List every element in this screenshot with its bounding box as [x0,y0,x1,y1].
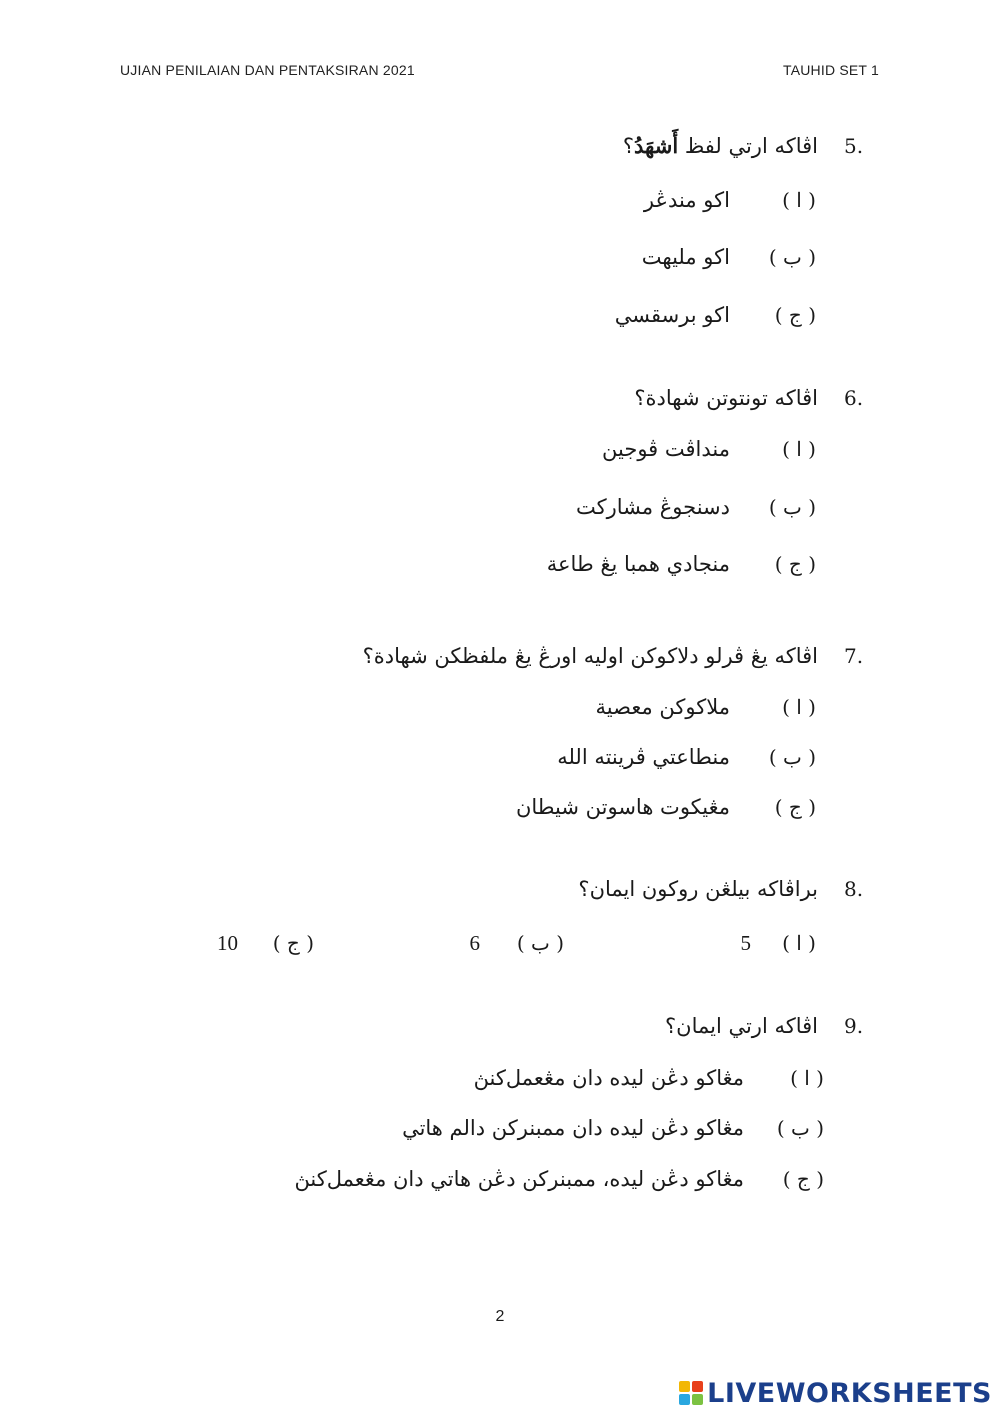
option-label: ( ا ) [782,188,816,212]
question-8-option-b[interactable] [454,925,564,961]
question-6-option-a[interactable] [0,431,1000,467]
question-8-options-row [0,925,1000,961]
option-text: مڠاكو دڠن ليده دان ممبنركن دالم هاتي [402,1116,744,1140]
question-6 [0,380,1000,416]
question-text [623,128,818,164]
option-label: ( ج ) [774,303,816,327]
question-8-option-c[interactable] [204,925,314,961]
question-text: اڤاكه يڠ ڤرلو دلاكوكن اوليه اورڠ يڠ ملفظكن شهادة؟ [362,644,818,668]
option-text: 10 [217,931,238,955]
option-label: ( ج ) [272,931,314,955]
question-5 [0,128,1000,164]
logo-tile [692,1381,703,1392]
logo-tile [679,1381,690,1392]
question-5-option-c[interactable] [0,297,1000,333]
option-label: ( ب ) [768,245,816,269]
question-9 [0,1008,1000,1044]
question-5-option-b[interactable] [0,239,1000,275]
liveworksheets-logo-icon [679,1381,703,1405]
liveworksheets-brand[interactable] [679,1376,992,1410]
question-text-arabic-term: أَشهَدُ [634,133,679,158]
question-number: 9. [844,1014,864,1038]
question-5-option-a[interactable] [0,182,1000,218]
question-number: 5. [844,134,864,158]
logo-tile [679,1394,690,1405]
question-text-suffix: ؟ [622,134,635,158]
option-label: ( ا ) [782,437,816,461]
question-6-option-c[interactable] [0,546,1000,582]
option-label: ( ج ) [774,552,816,576]
option-text: ملاكوكن معصية [595,695,730,719]
option-label: ( ا ) [790,1066,824,1090]
question-6-option-b[interactable] [0,489,1000,525]
option-text: منجادي همبا يڠ طاعة [546,552,730,576]
question-7 [0,638,1000,674]
logo-tile [692,1394,703,1405]
question-text: اڤاكه ارتي ايمان؟ [665,1014,818,1038]
option-text: اكو برسقسي [614,303,730,327]
option-text: مڠيكوت هاسوتن شيطان [515,795,730,819]
question-7-option-c[interactable] [0,789,1000,825]
question-9-option-a[interactable] [0,1060,1000,1096]
option-text: دسنجوڠ مشاركت [575,495,730,519]
question-number: 6. [844,386,864,410]
header-exam-title: UJIAN PENILAIAN DAN PENTAKSIRAN 2021 [120,62,415,78]
question-text-prefix: اڤاكه ارتي لفظ [678,134,818,158]
option-text: منطاعتي ڤرينته الله [557,745,730,769]
question-number: 7. [844,644,864,668]
option-label: ( ب ) [768,495,816,519]
option-text: 6 [469,931,480,955]
option-text: منداڤت ڤوجين [602,437,730,461]
header-subject: TAUHID SET 1 [782,62,879,78]
brand-wordmark: LIVEWORKSHEETS [707,1377,992,1409]
option-label: ( ب ) [516,931,564,955]
option-text: مڠاكو دڠن ليده دان مڠعمل‌كنڽ [473,1066,744,1090]
question-number: 8. [844,877,864,901]
page-number: 2 [495,1308,505,1325]
option-text: اكو مندڠر [643,188,730,212]
option-label: ( ج ) [782,1167,824,1191]
question-8 [0,871,1000,907]
question-text: اڤاكه تونتوتن شهادة؟ [634,386,818,410]
option-text: مڠاكو دڠن ليده، ممبنركن دڠن هاتي دان مڠعمل‌كنڽ [294,1167,744,1191]
question-text: براڤاكه بيلڠن روكون ايمان؟ [578,877,818,901]
question-7-option-b[interactable] [0,739,1000,775]
question-8-option-a[interactable] [726,925,816,961]
option-text: 5 [740,931,751,955]
option-label: ( ب ) [768,745,816,769]
question-9-option-b[interactable] [0,1110,1000,1146]
question-7-option-a[interactable] [0,689,1000,725]
question-9-option-c[interactable] [0,1161,1000,1197]
option-text: اكو مليهت [641,245,730,269]
option-label: ( ا ) [782,931,816,955]
option-label: ( ب ) [776,1116,824,1140]
option-label: ( ج ) [774,795,816,819]
option-label: ( ا ) [782,695,816,719]
